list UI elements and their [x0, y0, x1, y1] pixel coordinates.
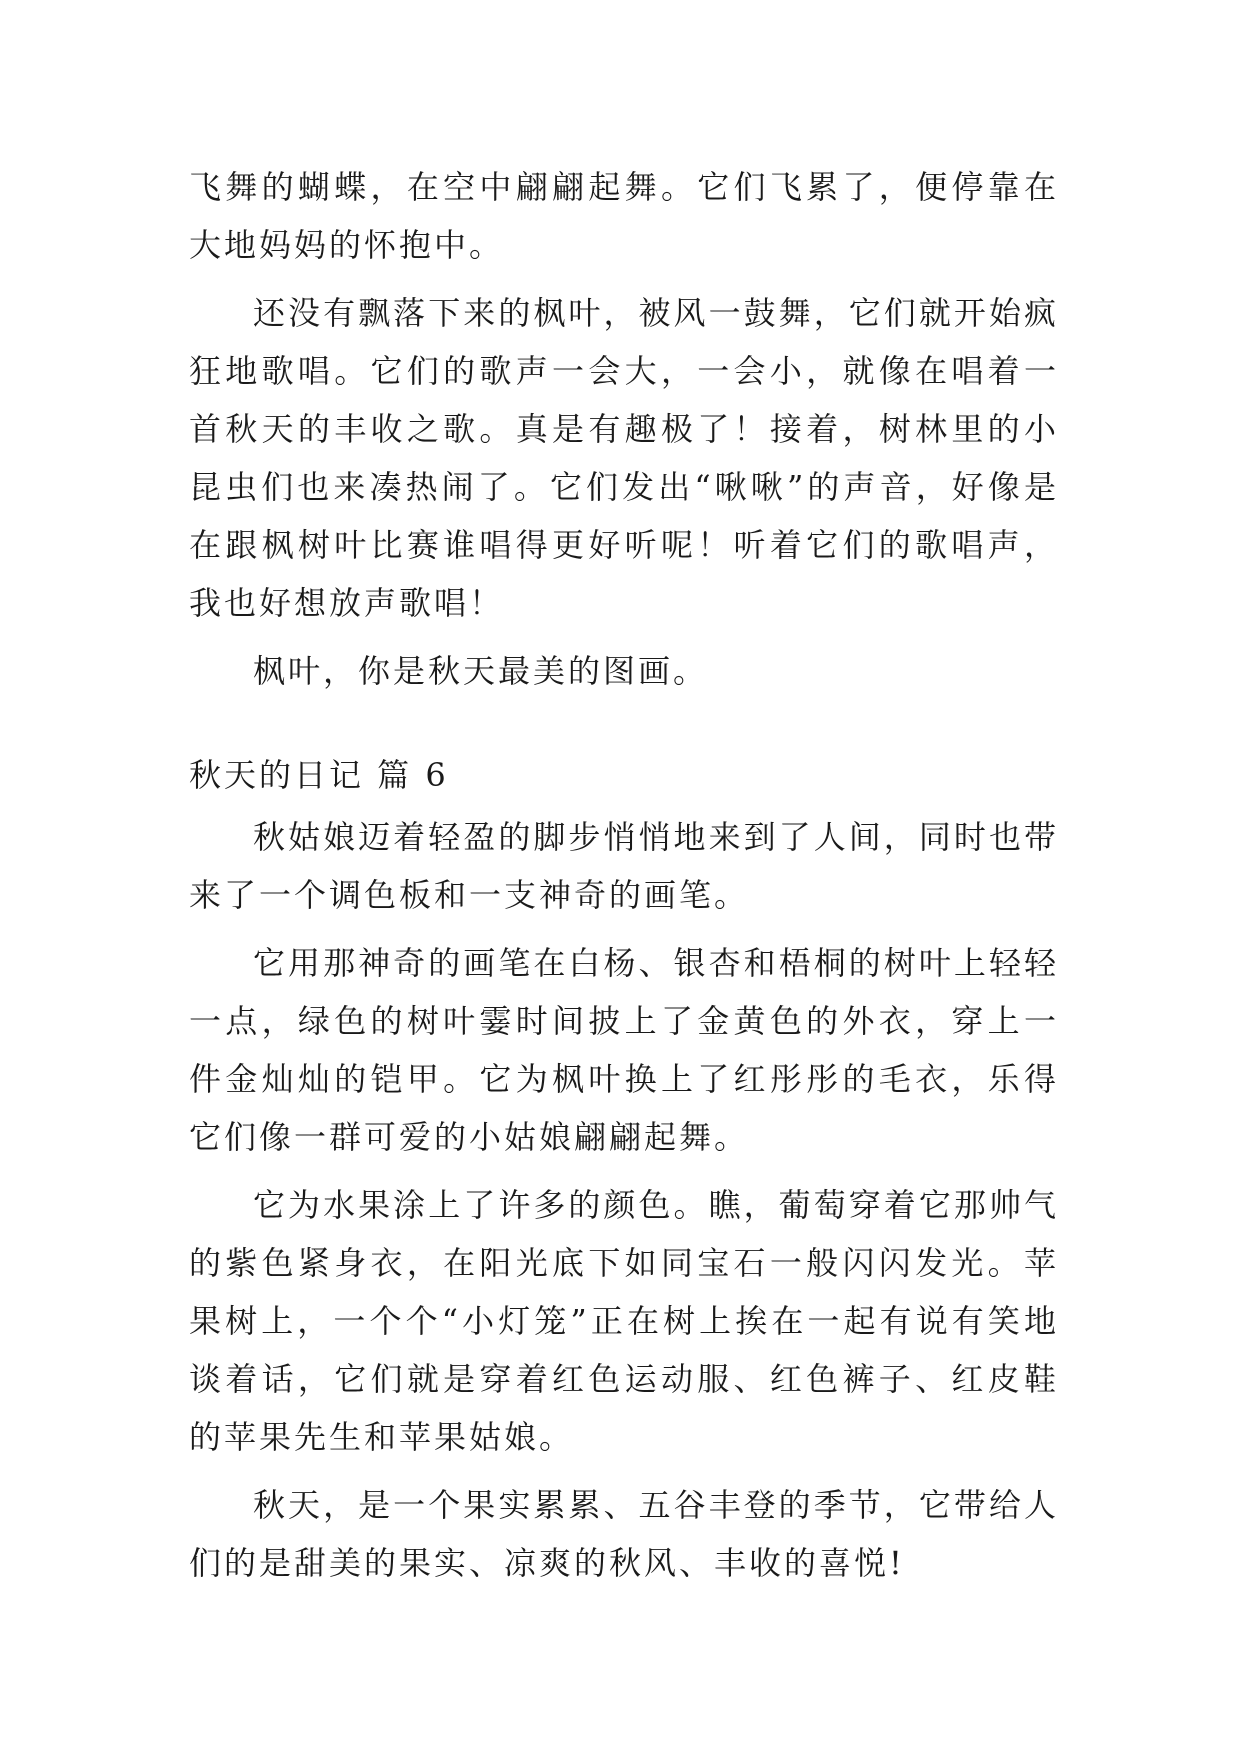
paragraph-harvest: 秋天，是一个果实累累、五谷丰登的季节，它带给人们的是甜美的果实、凉爽的秋风、丰收的喜悦!	[189, 1486, 1059, 1582]
paragraph-maple-singing: 还没有飘落下来的枫叶，被风一鼓舞，它们就开始疯狂地歌唱。它们的歌声一会大，一会小，就像在唱着一首秋天的丰收之歌。真是有趣极了！接着，树林里的小昆虫们也来凑热闹了。它们发出“啾啾”的声音，好像是在跟枫树叶比赛谁唱得更好听呢！听着它们的歌唱声，我也好想放声歌唱！	[189, 294, 1059, 622]
paragraph-maple-painting: 枫叶，你是秋天最美的图画。	[253, 652, 709, 690]
paragraph-butterflies: 飞舞的蝴蝶，在空中翩翩起舞。它们飞累了，便停靠在大地妈妈的怀抱中。	[189, 168, 1059, 264]
section-gap	[189, 710, 1059, 746]
document-page	[189, 158, 1059, 1602]
paragraph-fruits: 它为水果涂上了许多的颜色。瞧，葡萄穿着它那帅气的紫色紧身衣，在阳光底下如同宝石一般闪闪发光。苹果树上，一个个“小灯笼”正在树上挨在一起有说有笑地谈着话，它们就是穿着红色运动服、红色裤子、红皮鞋的苹果先生和苹果姑娘。	[189, 1186, 1059, 1456]
paragraph-painting-leaves: 它用那神奇的画笔在白杨、银杏和梧桐的树叶上轻轻一点，绿色的树叶霎时间披上了金黄色的外衣，穿上一件金灿灿的铠甲。它为枫叶换上了红彤彤的毛衣，乐得它们像一群可爱的小姑娘翩翩起舞。	[189, 944, 1059, 1156]
section-title: 秋天的日记 篇 6	[189, 756, 449, 794]
paragraph-autumn-girl: 秋姑娘迈着轻盈的脚步悄悄地来到了人间，同时也带来了一个调色板和一支神奇的画笔。	[189, 818, 1059, 914]
